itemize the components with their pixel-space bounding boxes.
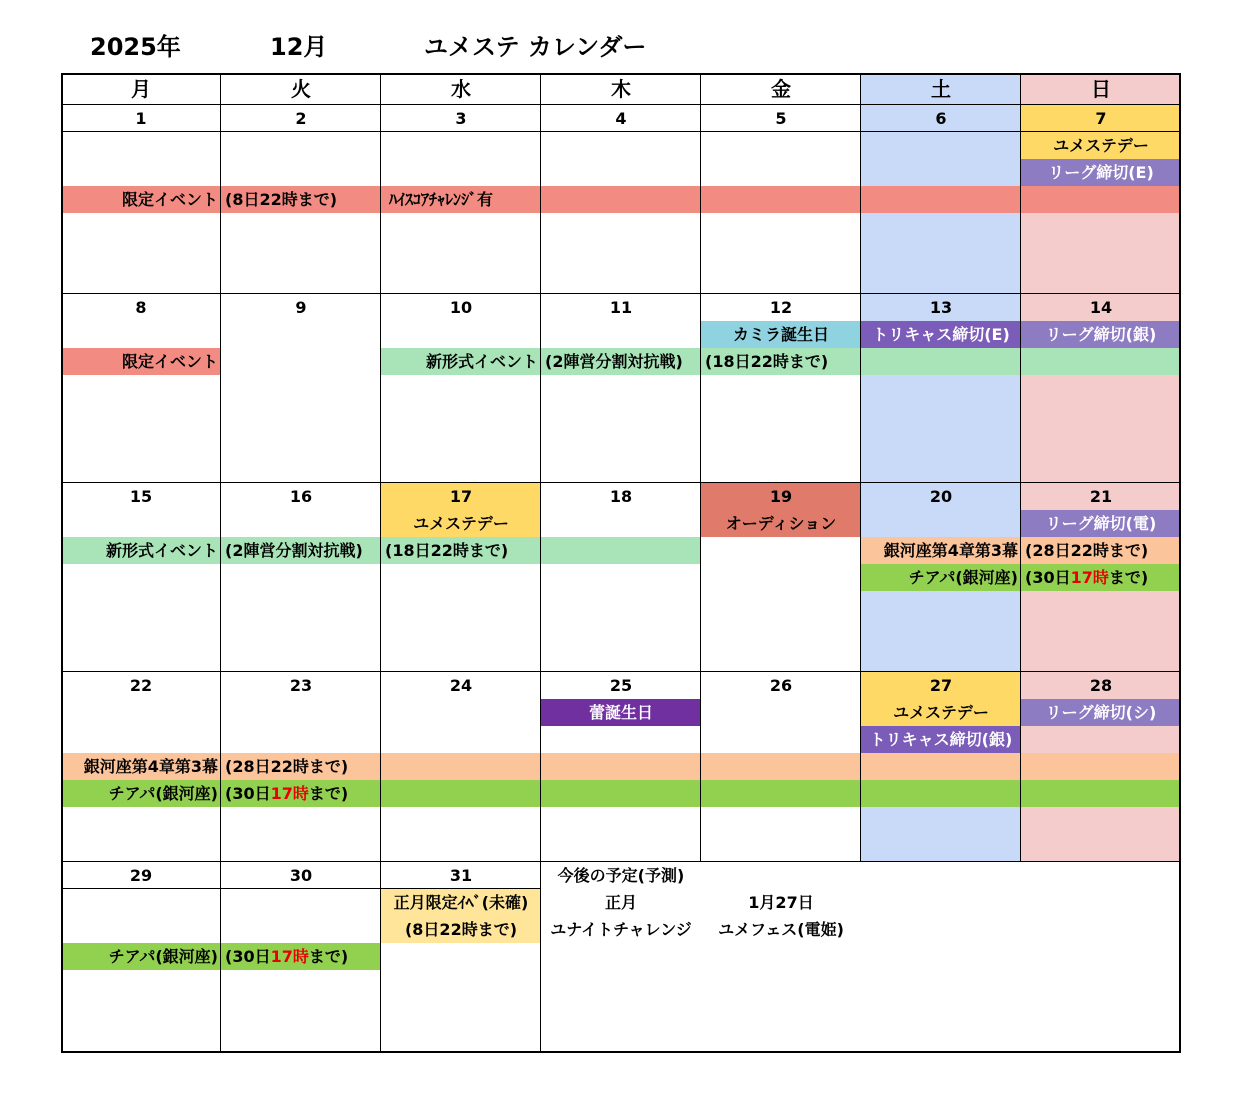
day-number: 18: [609, 487, 633, 506]
event-tsubomi-birthday: 蕾誕生日: [541, 699, 701, 726]
day-number: 28: [1089, 676, 1113, 695]
day-number: 10: [449, 298, 473, 317]
calendar-title: ユメステ カレンダー: [424, 33, 647, 61]
day-number: 2: [295, 109, 307, 128]
event-league-deadline: リーグ締切(E): [1021, 159, 1181, 186]
event-ginga-until: (28日22時まで): [1025, 541, 1149, 560]
until-hour: 17時: [270, 784, 309, 803]
day-number: 4: [615, 109, 627, 128]
calendar-grid: [61, 73, 1181, 1053]
event-camera-birthday: カミラ誕生日: [701, 321, 861, 348]
event-yumesute-day: ユメステデー: [861, 699, 1021, 726]
event-until: (8日22時まで): [225, 190, 338, 209]
day-number: 6: [935, 109, 947, 128]
day-number: 31: [449, 866, 473, 885]
until-suffix: まで): [308, 784, 349, 803]
until-suffix: まで): [1108, 568, 1149, 587]
day-number: 22: [129, 676, 153, 695]
weekday-sun: 日: [1091, 77, 1111, 101]
until-prefix: (30日: [225, 947, 271, 966]
event-camp-battle: (2陣営分割対抗戦): [545, 352, 683, 371]
event-camp-battle: (2陣営分割対抗戦): [225, 541, 363, 560]
until-prefix: (30日: [225, 784, 271, 803]
event-limited: 限定イベント: [61, 348, 221, 375]
day-number: 27: [929, 676, 953, 695]
until-hour: 17時: [270, 947, 309, 966]
event-ginga: 銀河座第4章第3幕: [83, 757, 218, 776]
day-number: 29: [129, 866, 153, 885]
event-ginga-until: (28日22時まで): [225, 757, 349, 776]
until-suffix: まで): [308, 947, 349, 966]
calendar-border: [61, 73, 1181, 1053]
event-highscore: ﾊｲｽｺｱﾁｬﾚﾝｼﾞ有: [389, 190, 494, 209]
day-number: 5: [775, 109, 787, 128]
event-league-deadline: リーグ締切(シ): [1021, 699, 1181, 726]
future-event-2: ユメフェス(電姫): [718, 920, 844, 939]
future-date-2: 1月27日: [748, 893, 814, 912]
year-label: 2025年: [90, 33, 181, 61]
event-chiapa: チアパ(銀河座): [108, 947, 218, 966]
day-number: 16: [289, 487, 313, 506]
event-yumesute-day: ユメステデー: [1021, 132, 1181, 159]
day-number: 23: [289, 676, 313, 695]
day-number: 26: [769, 676, 793, 695]
day-number: 19: [769, 487, 793, 506]
day-number: 3: [455, 109, 467, 128]
day-number: 8: [135, 298, 147, 317]
month-label: 12月: [270, 33, 328, 61]
weekday-thu: 木: [611, 77, 631, 101]
day-number: 17: [449, 487, 473, 506]
day-number: 30: [289, 866, 313, 885]
day-number: 9: [295, 298, 307, 317]
event-league-deadline: リーグ締切(電): [1021, 510, 1181, 537]
day-number: 21: [1089, 487, 1113, 506]
day-number: 24: [449, 676, 473, 695]
event-chiapa: チアパ(銀河座): [908, 568, 1018, 587]
day-number: 20: [929, 487, 953, 506]
event-trikyas-deadline: トリキャス締切(E): [861, 321, 1021, 348]
day-number: 7: [1095, 109, 1107, 128]
until-hour: 17時: [1070, 568, 1109, 587]
until-prefix: (30日: [1025, 568, 1071, 587]
day-number: 12: [769, 298, 793, 317]
future-date-1: 正月: [604, 893, 637, 912]
event-yumesute-day: ユメステデー: [381, 510, 541, 537]
day-number: 14: [1089, 298, 1113, 317]
event-audition: オーディション: [701, 510, 861, 537]
day-number: 25: [609, 676, 633, 695]
weekday-fri: 金: [771, 77, 791, 101]
event-until: (18日22時まで): [705, 352, 829, 371]
weekday-wed: 水: [451, 77, 471, 101]
event-chiapa: チアパ(銀河座): [108, 784, 218, 803]
event-trikyas-deadline: トリキャス締切(銀): [861, 726, 1021, 753]
future-event-1: ユナイトチャレンジ: [550, 920, 692, 939]
event-ginga: 銀河座第4章第3幕: [883, 541, 1018, 560]
event-shogatsu-until: (8日22時まで): [404, 920, 518, 939]
weekday-tue: 火: [291, 77, 311, 101]
day-number: 15: [129, 487, 153, 506]
event-new-format: 新形式イベント: [105, 541, 218, 560]
day-number: 13: [929, 298, 953, 317]
weekday-sat: 土: [931, 77, 951, 101]
weekday-mon: 月: [131, 77, 151, 101]
event-league-deadline: リーグ締切(銀): [1021, 321, 1181, 348]
future-heading: 今後の予定(予測): [557, 866, 685, 885]
event-limited: 限定イベント: [121, 190, 218, 209]
event-new-format: 新形式イベント: [425, 352, 538, 371]
event-until: (18日22時まで): [385, 541, 509, 560]
event-shogatsu: 正月限定ｲﾍﾞ(未確): [393, 893, 529, 912]
day-number: 1: [135, 109, 147, 128]
day-number: 11: [609, 298, 633, 317]
